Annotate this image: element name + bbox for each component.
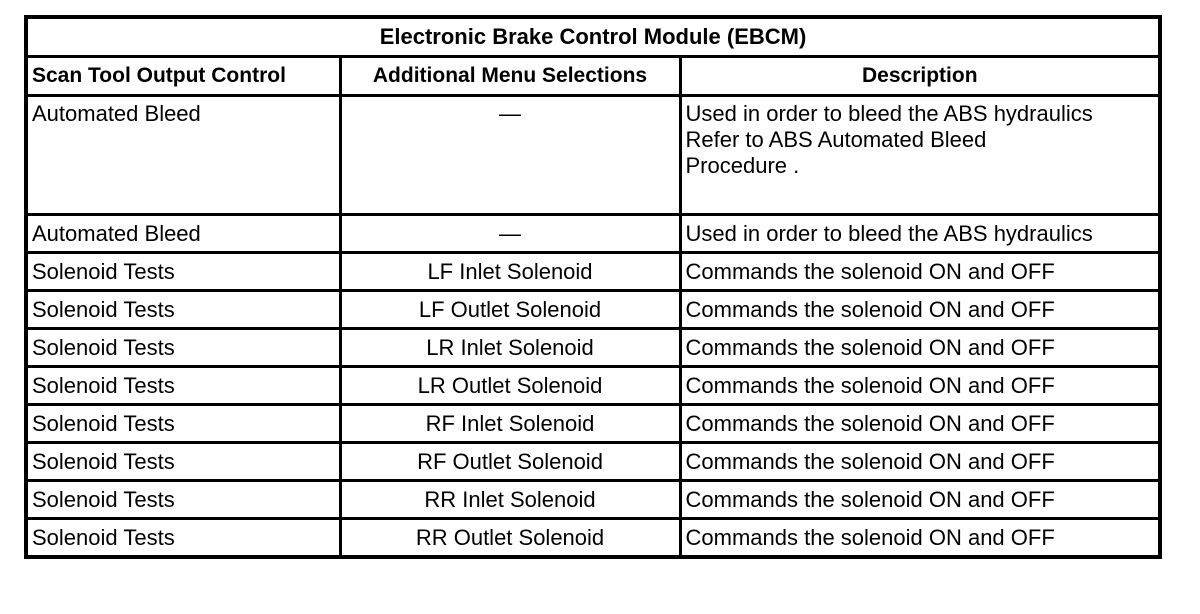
cell-output-control: Solenoid Tests	[26, 367, 340, 405]
table-row	[26, 519, 1160, 558]
cell-output-control: Solenoid Tests	[26, 405, 340, 443]
table-row	[26, 367, 1160, 405]
cell-description: Commands the solenoid ON and OFF	[680, 253, 1160, 291]
cell-output-control: Solenoid Tests	[26, 481, 340, 519]
table-row	[26, 253, 1160, 291]
cell-output-control: Automated Bleed	[26, 215, 340, 253]
cell-description: Commands the solenoid ON and OFF	[680, 443, 1160, 481]
cell-output-control: Solenoid Tests	[26, 443, 340, 481]
cell-output-control: Solenoid Tests	[26, 253, 340, 291]
table-row	[26, 443, 1160, 481]
table-row	[26, 405, 1160, 443]
description-line: Used in order to bleed the ABS hydraulics	[685, 101, 1093, 126]
cell-description: Commands the solenoid ON and OFF	[680, 367, 1160, 405]
cell-menu-selection: RR Inlet Solenoid	[340, 481, 680, 519]
header-additional-menu-selections: Additional Menu Selections	[340, 57, 680, 96]
cell-menu-selection: RF Inlet Solenoid	[340, 405, 680, 443]
cell-description: Commands the solenoid ON and OFF	[680, 291, 1160, 329]
header-scan-tool-output-control: Scan Tool Output Control	[26, 57, 340, 96]
cell-menu-selection: —	[340, 96, 680, 215]
cell-output-control: Solenoid Tests	[26, 291, 340, 329]
cell-menu-selection: RR Outlet Solenoid	[340, 519, 680, 558]
cell-menu-selection: LR Outlet Solenoid	[340, 367, 680, 405]
table-row	[26, 481, 1160, 519]
cell-output-control: Automated Bleed	[26, 96, 340, 215]
table-row	[26, 291, 1160, 329]
cell-menu-selection: LR Inlet Solenoid	[340, 329, 680, 367]
cell-menu-selection: LF Outlet Solenoid	[340, 291, 680, 329]
table-title: Electronic Brake Control Module (EBCM)	[26, 17, 1160, 57]
table-row	[26, 329, 1160, 367]
cell-menu-selection: RF Outlet Solenoid	[340, 443, 680, 481]
cell-menu-selection: LF Inlet Solenoid	[340, 253, 680, 291]
cell-description: Commands the solenoid ON and OFF	[680, 519, 1160, 558]
table-title-row	[26, 17, 1160, 57]
cell-description: Commands the solenoid ON and OFF	[680, 329, 1160, 367]
cell-output-control: Solenoid Tests	[26, 519, 340, 558]
description-line: Refer to ABS Automated Bleed	[685, 127, 987, 152]
cell-description: Commands the solenoid ON and OFF	[680, 405, 1160, 443]
description-line: Procedure .	[685, 153, 800, 178]
cell-description	[680, 96, 1160, 215]
cell-menu-selection: —	[340, 215, 680, 253]
cell-output-control: Solenoid Tests	[26, 329, 340, 367]
header-description: Description	[680, 57, 1160, 96]
ebcm-output-control-table	[24, 15, 1162, 559]
table-row	[26, 96, 1160, 215]
table-row	[26, 215, 1160, 253]
cell-description: Used in order to bleed the ABS hydraulics	[680, 215, 1160, 253]
cell-description: Commands the solenoid ON and OFF	[680, 481, 1160, 519]
table-header-row	[26, 57, 1160, 96]
